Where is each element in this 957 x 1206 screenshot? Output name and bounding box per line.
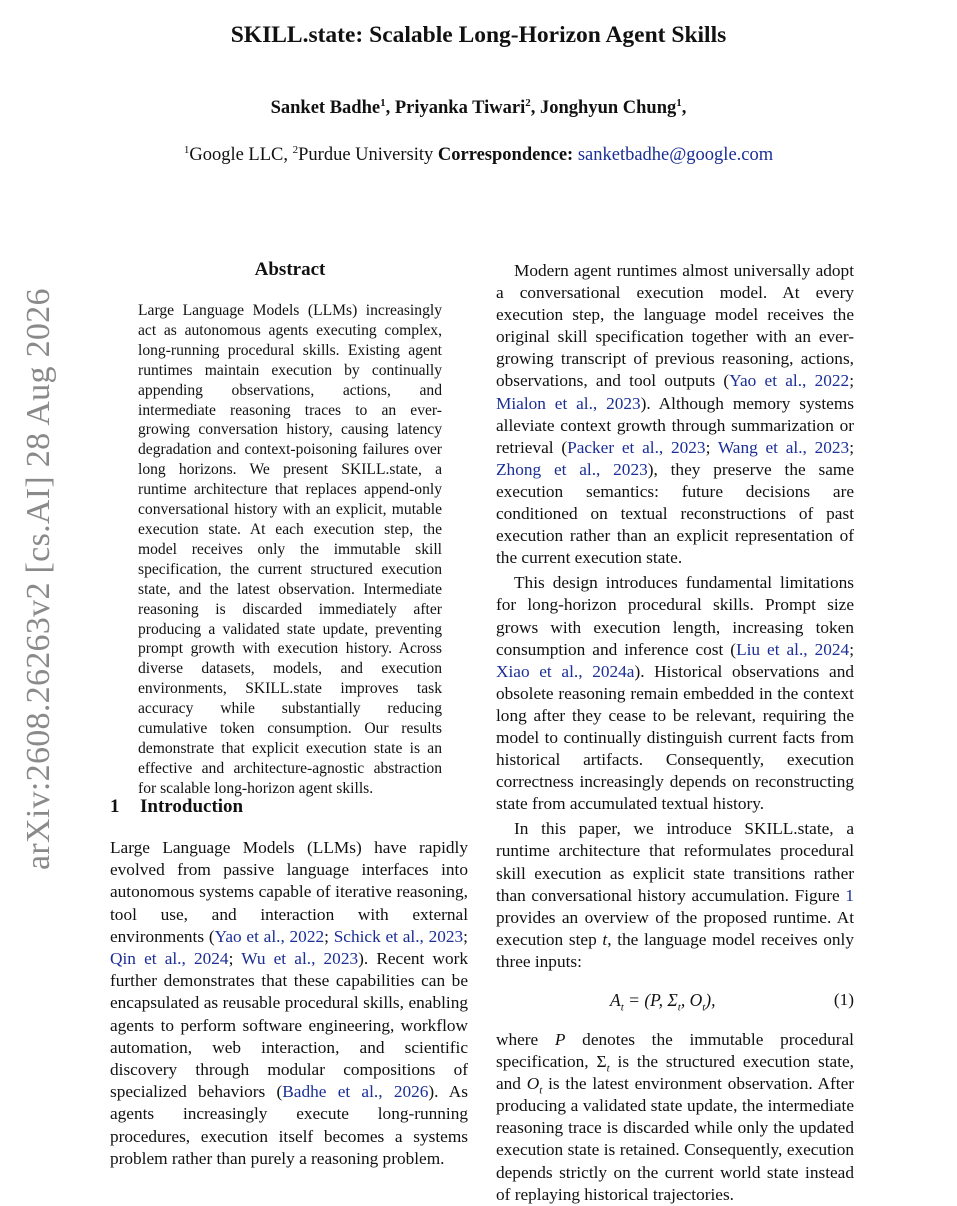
math-subscript: t [539,1084,543,1097]
author-affiliation-mark: 1 [676,96,682,109]
affiliation-mark: 2 [292,143,299,156]
citation-separator: ; [228,949,242,969]
correspondence-email-link[interactable]: sanketbadhe@google.com [577,145,774,165]
left-column-body [110,837,468,1170]
figure-reference-link[interactable]: 1 [845,885,854,905]
paragraph-text: is the latest environment observation. After producing a validated state update, the intermediate reasoning trace is discarded while only the updated execution state is retained. Consequently, execution depends strictly on the current world state instead of replaying historical trajectories. [496,1074,854,1204]
affiliation-mark: 1 [183,143,190,156]
citation-link[interactable]: Wu et al., 2023 [241,949,359,969]
paragraph-text: provides an overview of the proposed runtime. At execution step [496,907,854,949]
equation-number: (1) [833,990,854,1009]
paragraph-text: ). Historical observations and obsolete reasoning remain embedded in the context long after they cease to be relevant, requiring the model to continually distinguish current facts from historical artifacts. Consequently, execution correctness increasingly depends on reconstructing state from accumulated textual history. [496,661,854,814]
paragraph-text: denotes the immutable procedural specification, [496,1030,854,1072]
section-number: 1 [110,796,120,817]
citation-separator: ; [463,926,468,946]
citation-link[interactable]: Qin et al., 2024 [110,949,229,969]
citation-separator: ; [849,639,854,659]
citation-link[interactable]: Schick et al., 2023 [333,926,464,946]
math-subscript: t [606,1062,610,1075]
author-affiliation-mark: 1 [380,96,386,109]
arxiv-identifier-stamp: arXiv:2608.26263v2 [cs.AI] 28 Aug 2026 [20,288,57,870]
paper-title: SKILL.state: Scalable Long-Horizon Agent Skills [230,22,727,48]
equation-subscript: t [702,1001,706,1014]
intro-paragraph-4 [496,818,854,973]
equation-subscript: t [620,1001,624,1014]
paragraph-text: ). Recent work further demonstrates that these capabilities can be encapsulated as reusable procedural skills, enabling agents to perform software engineering, workflow automation, web interaction, and scientific discovery through modular compositions of specialized behaviors ( [110,949,469,1102]
intro-paragraph-5 [496,1029,854,1206]
equation-symbol: = (P, Σ [623,990,678,1010]
author-name: Jonghyun Chung [540,98,677,118]
citation-link[interactable]: Yao et al., 2022 [214,926,325,946]
paragraph-text: In this paper, we introduce SKILL.state, a runtime architecture that reformulates procedural skill execution as explicit state transitions rather than conversational history accumulation. Figure [496,819,854,905]
paragraph-text: This design introduces fundamental limitations for long-horizon procedural skills. Prompt size grows with execution length, increasing token consumption and inference cost ( [496,573,854,659]
affiliations [0,145,957,166]
abstract-heading: Abstract [254,259,326,280]
author-list: Sanket Badhe$^1$, Priyanka Tiwari$^2$, Jonghyun Chung$^1$, [270,96,687,118]
paragraph-text: is the structured execution state, and [496,1052,854,1094]
author-name: Priyanka Tiwari [394,98,526,118]
paragraph-text: where [496,1030,555,1049]
equation-1 [496,979,854,1025]
citation-link[interactable]: Badhe et al., 2026 [282,1082,429,1102]
citation-separator: ; [324,926,334,946]
author-affiliation-mark: 2 [525,96,531,109]
affiliation-google: Google LLC, [189,145,288,165]
paragraph-text: Modern agent runtimes almost universally adopt a conversational execution model. At every execution step, the language model receives the original skill specification together with an ever-growing transcript of previous reasoning, actions, observations, and tool outputs ( [496,261,854,391]
section-title: Introduction [140,796,244,817]
abstract-text: Large Language Models (LLMs) increasingly act as autonomous agents executing complex, long-running procedural skills. Existing agent runtimes maintain execution by continually appending observations, actions, and intermediate reasoning traces to an ever-growing conversation history, causing latency degradation and context-poisoning failures over long horizons. We present SKILL.state, a runtime architecture that replaces append-only conversational history with an explicit, mutable execution state. At each execution step, the model receives only the immutable skill specification, the current structured execution state, and the latest observation. Intermediate reasoning is discarded immediately after producing a validated state update, preventing prompt growth with execution history. Across diverse datasets, models, and execution environments, SKILL.state improves task accuracy while substantially reducing cumulative token consumption. Our results demonstrate that explicit execution state is an effective and architecture-agnostic abstraction for scalable long-horizon agent skills. [138,302,442,797]
paragraph-text: Large Language Models (LLMs) have rapidly evolved from passive language interfaces into autonomous systems capable of iterative reasoning, tool use, and interaction with external environments ( [110,838,468,946]
equation-symbol: ), [705,990,716,1010]
paragraph-text: , the language model receives only three inputs: [496,929,855,971]
paragraph-text: ), they preserve the same execution semantics: future decisions are conditioned on textual reconstructions of past execution rather than an explicit representation of the current execution state. [496,459,854,568]
math-variable: P [554,1030,566,1049]
citation-link[interactable]: Mialon et al., 2023 [496,393,641,413]
paragraph-text: ). Although memory systems alleviate context growth through summarization or retrieval ( [496,393,854,457]
math-variable: t [602,929,608,949]
math-variable: Σ [596,1052,607,1072]
intro-paragraph-3 [496,572,854,815]
citation-separator: ; [849,437,854,457]
citation-link[interactable]: Yao et al., 2022 [729,371,850,391]
equation-body [610,989,716,1014]
affiliation-purdue: Purdue University [298,145,434,165]
citation-link[interactable]: Wang et al., 2023 [717,437,850,457]
intro-paragraph-2 [496,260,854,569]
author-name: Sanket Badhe [270,98,381,118]
equation-symbol: A [610,990,621,1010]
citation-separator: ; [705,437,718,457]
equation-symbol: , O [680,990,703,1010]
citation-separator: ; [849,371,855,391]
intro-paragraph-1 [110,837,468,1170]
citation-link[interactable]: Xiao et al., 2024a [496,661,635,681]
citation-link[interactable]: Liu et al., 2024 [736,639,850,659]
section-heading-introduction [110,796,243,818]
citation-link[interactable]: Zhong et al., 2023 [496,459,648,479]
correspondence-label: Correspondence: [437,145,574,165]
paragraph-text: ). As agents increasingly execute long-running procedures, execution itself becomes a systems problem rather than purely a reasoning problem. [110,1082,468,1168]
citation-link[interactable]: Packer et al., 2023 [567,437,706,457]
math-variable: O [526,1074,540,1094]
equation-subscript: t [677,1001,681,1014]
right-column-body [496,260,854,1206]
